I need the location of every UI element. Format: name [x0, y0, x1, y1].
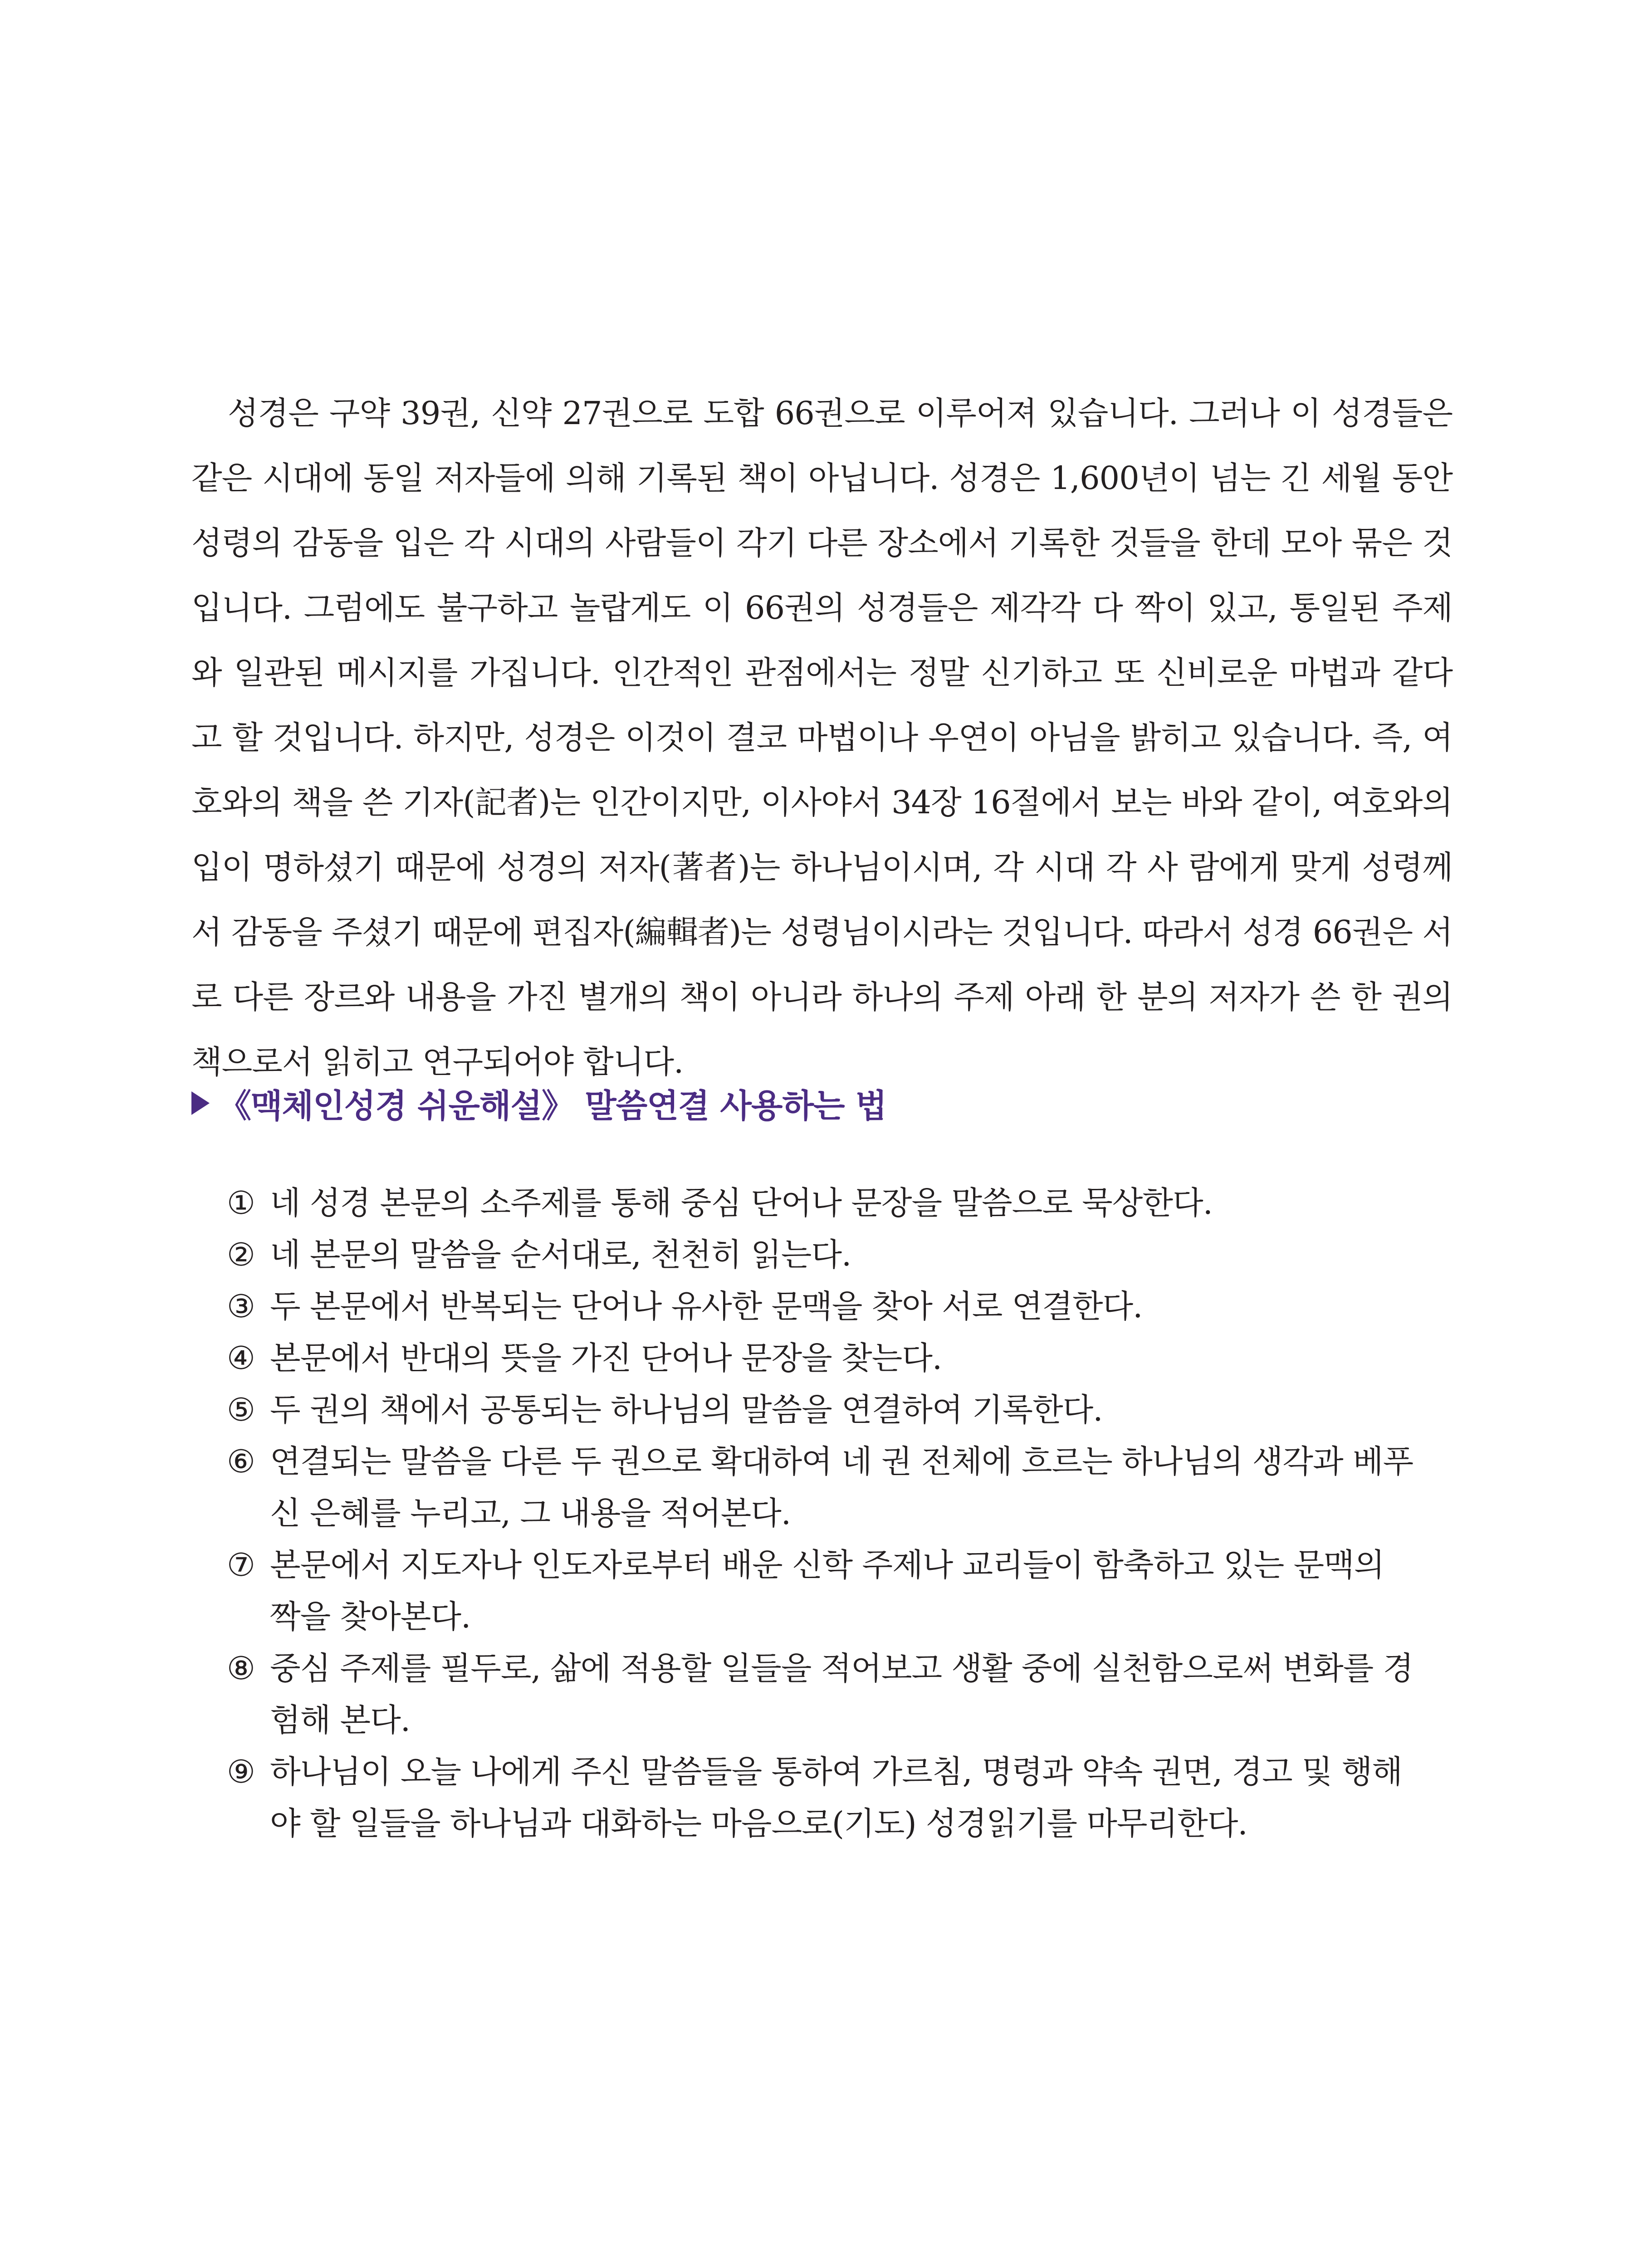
step-text: 네 성경 본문의 소주제를 통해 중심 단어나 문장을 말씀으로 묵상한다. — [270, 1184, 1213, 1222]
triangle-right-icon — [191, 1091, 210, 1115]
step-number: ④ — [227, 1339, 255, 1377]
list-item — [227, 1384, 1415, 1436]
intro-paragraph: 성경은 구약 39권, 신약 27권으로 도합 66권으로 이루어져 있습니다. 그러나 이 성경들은 같은 시대에 동일 저자들에 의해 기록된 책이 아닙니다. 성경은 1,600년이 넘는 긴 세월 동안 성령의 감동을 입은 각 시대의 사람들이 각기 다른 장소에서 기록한 것들을 한데 모아 묶은 것입니다. 그럼에도 불구하고 놀랍게도 이 66권의 성경들은 제각각 다 짝이 있고, 통일된 주제와 일관된 메시지를 가집니다. 인간적인 관점에서는 정말 신기하고 또 신비로운 마법과 같다고 할 것입니다. 하지만, 성경은 이것이 결코 마법이나 우연이 아님을 밝히고 있습니다. 즉, 여호와의 책을 쓴 기자(記者)는 인간이지만, 이사야서 34장 16절에서 보는 바와 같이, 여호와의 입이 명하셨기 때문에 성경의 저자(著者)는 하나님이시며, 각 시대 각 사 람에게 맞게 성령께서 감동을 주셨기 때문에 편집자(編輯者)는 성령님이시라는 것입니다. 따라서 성경 66권은 서로 다른 장르와 내용을 가진 별개의 책이 아니라 하나의 주제 아래 한 분의 저자가 쓴 한 권의 책으로서 읽히고 연구되어야 합니다. — [191, 395, 1453, 1080]
list-item — [227, 1177, 1415, 1229]
list-item — [227, 1539, 1415, 1642]
step-text: 두 본문에서 반복되는 단어나 유사한 문맥을 찾아 서로 연결한다. — [270, 1288, 1143, 1325]
step-text: 본문에서 반대의 뜻을 가진 단어나 문장을 찾는다. — [270, 1339, 942, 1377]
step-number: ⑤ — [227, 1391, 255, 1428]
step-text: 중심 주제를 필두로, 삶에 적용할 일들을 적어보고 생활 중에 실천함으로써 변화를 경험해 본다. — [270, 1650, 1414, 1739]
step-number: ⑨ — [227, 1753, 255, 1790]
step-number: ② — [227, 1236, 255, 1273]
list-item — [227, 1281, 1415, 1332]
list-item — [227, 1746, 1415, 1849]
step-text: 하나님이 오늘 나에게 주신 말씀들을 통하여 가르침, 명령과 약속 권면, 경고 및 행해야 할 일들을 하나님과 대화하는 마음으로(기도) 성경읽기를 마무리한다. — [270, 1753, 1402, 1842]
section-heading-text: 《맥체인성경 쉬운해설》 말씀연결 사용하는 법 — [219, 1087, 887, 1125]
step-number: ① — [227, 1184, 255, 1222]
step-number: ⑧ — [227, 1650, 255, 1687]
step-text: 네 본문의 말씀을 순서대로, 천천히 읽는다. — [270, 1236, 851, 1273]
section-heading — [191, 1080, 1462, 1127]
list-item — [227, 1436, 1415, 1539]
step-number: ⑥ — [227, 1443, 255, 1480]
step-text: 두 권의 책에서 공통되는 하나님의 말씀을 연결하여 기록한다. — [270, 1391, 1103, 1428]
step-number: ⑦ — [227, 1546, 255, 1584]
list-item — [227, 1642, 1415, 1746]
list-item — [227, 1332, 1415, 1384]
usage-steps-list — [227, 1177, 1415, 1849]
step-text: 본문에서 지도자나 인도자로부터 배운 신학 주제나 교리들이 함축하고 있는 문맥의 짝을 찾아본다. — [270, 1546, 1384, 1635]
list-item — [227, 1229, 1415, 1281]
step-number: ③ — [227, 1288, 255, 1325]
step-text: 연결되는 말씀을 다른 두 권으로 확대하여 네 권 전체에 흐르는 하나님의 생각과 베푸신 은혜를 누리고, 그 내용을 적어본다. — [270, 1443, 1414, 1532]
